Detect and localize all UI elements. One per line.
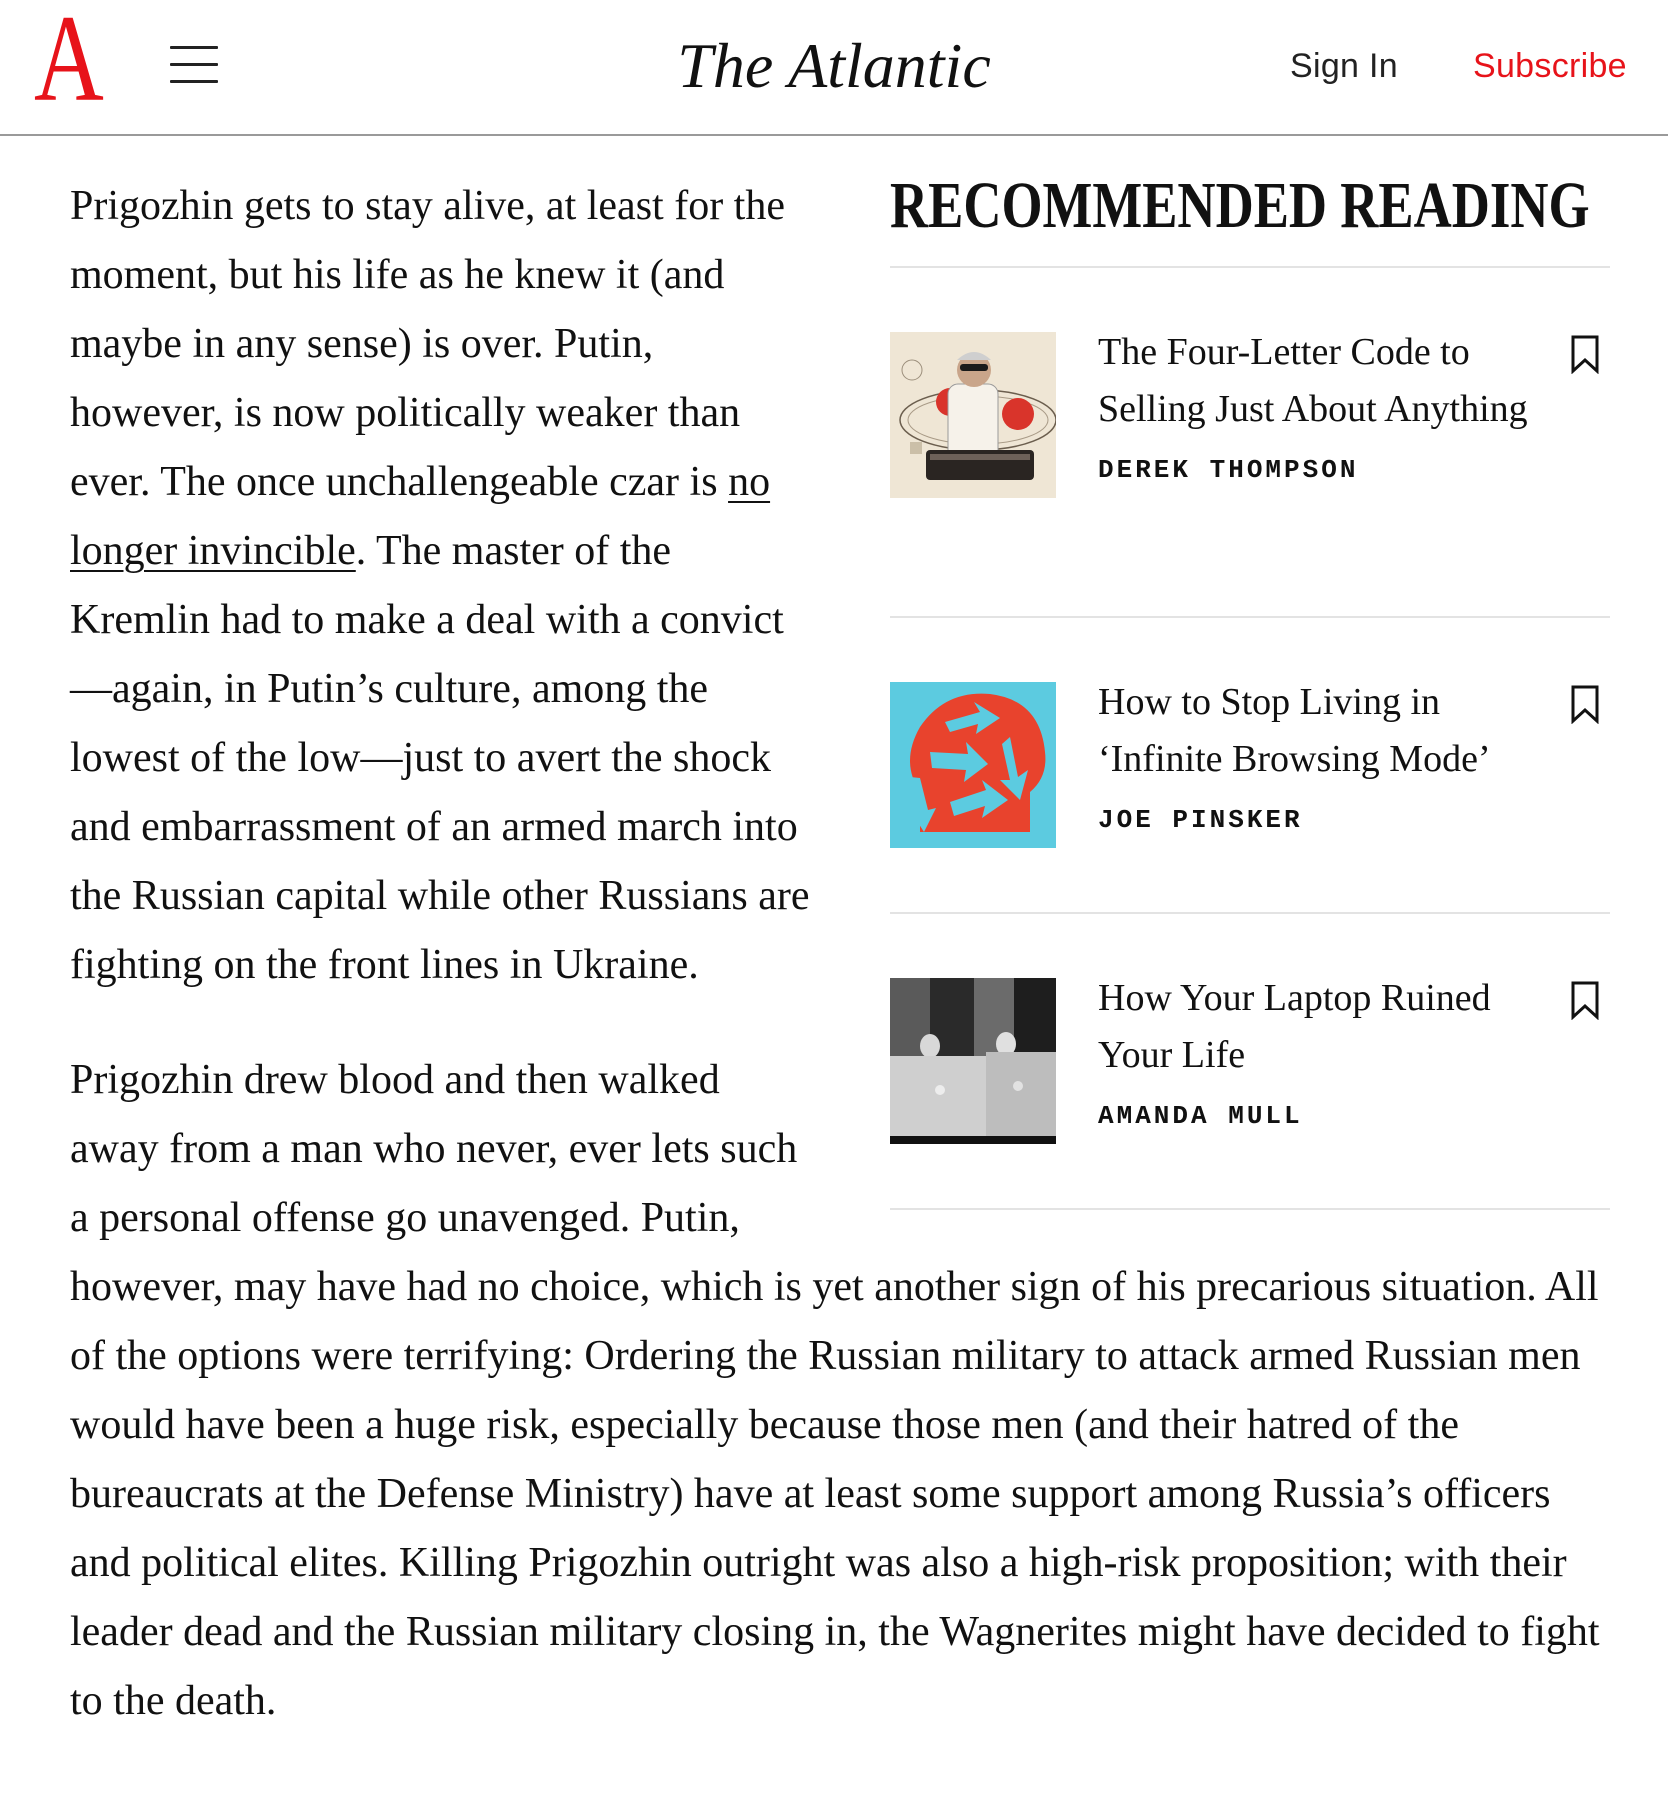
atlantic-logo[interactable]: A [34,0,104,127]
head-with-arrows-illustration-image [890,682,1056,848]
recommended-author[interactable]: DEREK THOMPSON [1098,455,1359,485]
recommended-text [1098,970,1528,1134]
recommended-thumbnail[interactable] [890,978,1056,1144]
paragraph-text: . The master of the Kremlin had to make a deal with a convict—again, in Putin’s culture, among the lowest of the low—just to avert the shock and embarrassment of an armed march into the Russian capital while other Russians are fighting on the front lines in Ukraine. [70,528,810,988]
recommended-headline[interactable]: How Your Laptop Ruined Your Life [1098,977,1491,1076]
recommended-item[interactable] [890,268,1610,618]
recommended-text [1098,674,1528,838]
no-longer-invincible-link[interactable]: no longer invincible [70,459,771,574]
recommended-thumbnail[interactable] [890,332,1056,498]
article-body [70,169,1610,1736]
masthead-wrapper [0,26,1668,106]
recommended-headline[interactable]: The Four-Letter Code to Selling Just About Anything [1098,331,1528,430]
recommended-author[interactable]: JOE PINSKER [1098,805,1303,835]
recommended-author[interactable]: AMANDA MULL [1098,1101,1303,1131]
bookmark-icon[interactable] [1570,684,1600,724]
man-in-sunglasses-collage-image [890,332,1056,498]
masthead-title[interactable]: The Atlantic [677,30,991,101]
recommended-headline[interactable]: How to Stop Living in ‘Infinite Browsing Mode’ [1098,681,1491,780]
recommended-reading-title: RECOMMENDED READING [890,169,1590,242]
recommended-thumbnail[interactable] [890,682,1056,848]
bookmark-icon[interactable] [1570,980,1600,1020]
subscribe-link[interactable]: Subscribe [1473,47,1627,85]
article-paragraph: Prigozhin drew blood and then walked away from a man who never, ever lets such a personal offense go unavenged. Putin, however, may have had no choice, which is yet another sign of his precarious situation. All of the options were terrifying: Ordering the Russian military to attack armed Russian men would have been a huge risk, especially because those men (and their hatred of the bureaucrats at the Defense Ministry) have at least some support among Russia’s officers and political elites. Killing Prigozhin outright was also a high-risk proposition; with their leader dead and the Russian military closing in, the Wagnerites might have decided to fight to the death. [70,1057,1600,1724]
recommended-reading [890,164,1610,1210]
recommended-text [1098,324,1528,488]
paragraph-text: Prigozhin gets to stay alive, at least for the moment, but his life as he knew it (and maybe in any sense) is over. Putin, however, is now politically weaker than ever. The once unchallengeable czar is [70,183,785,505]
recommended-item[interactable] [890,618,1610,914]
hands-holding-laptops-photo-image [890,978,1056,1144]
site-header [0,0,1668,136]
recommended-item[interactable] [890,914,1610,1210]
hamburger-menu-icon[interactable] [170,46,218,84]
bookmark-icon[interactable] [1570,334,1600,374]
sign-in-link[interactable]: Sign In [1290,47,1398,85]
